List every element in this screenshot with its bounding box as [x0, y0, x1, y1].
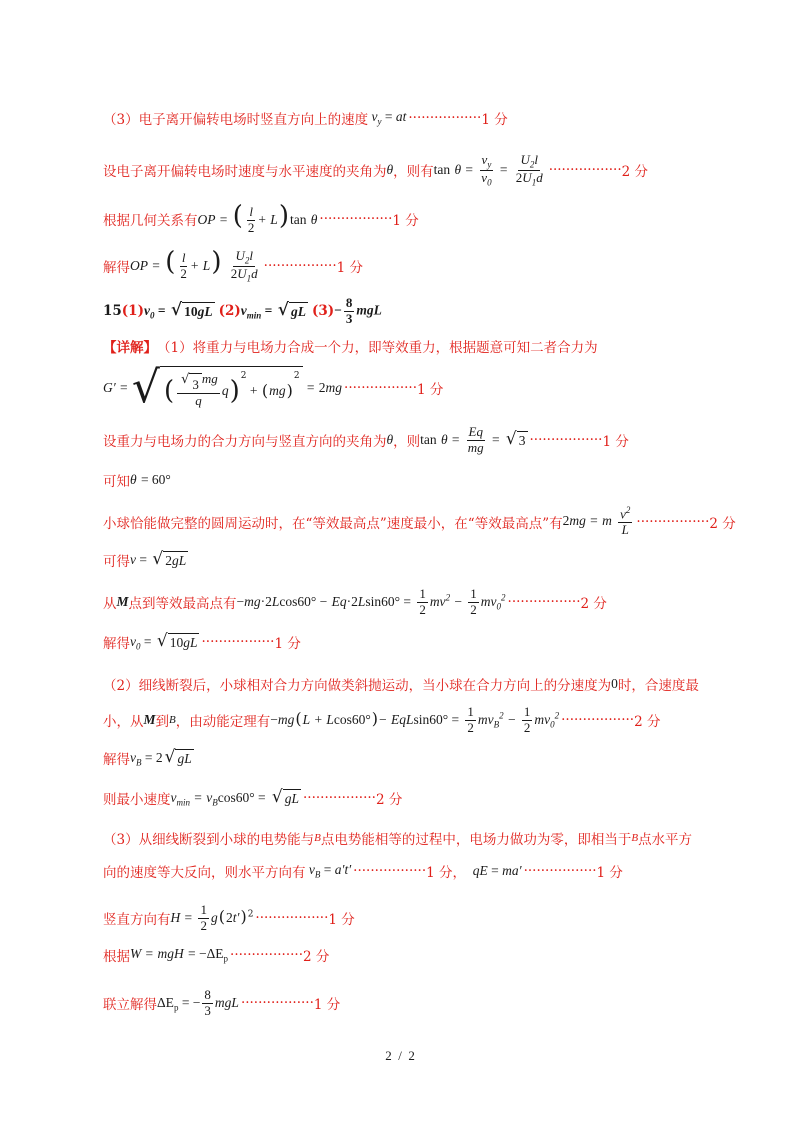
answer-3: − $\frac{8}{3}$ mgL: [334, 295, 382, 326]
line-text: 设重力与电场力的合力方向与竖直方向的夹角为: [103, 434, 387, 451]
formula: tan θ = $\frac{v_y}{v_0}$ = $\frac{U_2l}{2U_1d}$: [433, 152, 543, 188]
score: 1 分: [274, 636, 301, 652]
line-text: 解得: [103, 752, 130, 768]
line-text-2: ，则: [393, 434, 421, 451]
page-sep: /: [398, 1048, 402, 1063]
formula: $v_{min} = v_B\cos 60^\circ$ = √ gL: [170, 786, 300, 808]
line-text: 可知: [103, 474, 130, 490]
formula: $\Delta E_p$ = − $\frac{8}{3}$ mgL: [157, 987, 239, 1018]
line-text-2: 时，合速度最: [617, 678, 699, 694]
answer-3-label: (3): [311, 303, 335, 320]
formula-theta: θ: [386, 432, 394, 448]
page-number: [0, 1048, 800, 1064]
formula: $v_B = 2$ √ gL: [130, 746, 192, 768]
line-solve-v0: [103, 632, 740, 652]
line-theta-value: [103, 470, 740, 490]
line-q15-answers: [103, 296, 740, 327]
dots: ·················: [408, 110, 482, 126]
formula: v = √ 2gL: [130, 549, 187, 569]
line-part-3-intro: [103, 828, 740, 848]
formula: −mg(L + Lcos60°)− EqLsin60° = $\frac{1}{2}$ $mv_B^2$ − $\frac{1}{2}$ $mv_0^2$: [270, 704, 560, 735]
score-2: 1 分: [596, 865, 623, 881]
dots: ·················: [255, 910, 329, 927]
formula: W = mgH = $-\Delta E_p$: [130, 946, 229, 964]
point-b-2: B: [631, 832, 639, 844]
point-b: B: [169, 714, 176, 727]
score: 2 分: [709, 515, 736, 532]
dots: ·················: [529, 432, 603, 449]
line-energy-m-to-top: [103, 587, 740, 618]
line-text: 根据: [103, 949, 130, 965]
line-text: 小球恰能做完整的圆周运动时，在“等效最高点”速度最小，在“等效最高点”有: [103, 515, 563, 532]
line-vmin: [103, 788, 740, 808]
line-angle-resultant: [103, 425, 740, 456]
line-text: 从: [103, 596, 117, 613]
score: 2 分: [634, 714, 661, 731]
score: 1 分: [328, 912, 355, 929]
dots: ·················: [230, 947, 303, 963]
line-detail-1: [103, 336, 740, 356]
dots: ·················: [201, 634, 275, 650]
answer-2-label: (2): [218, 303, 241, 320]
line-text: 解得: [103, 636, 130, 652]
formula-1: $v_B = a't'$: [305, 862, 352, 880]
formula: OP = ( $\frac{l}{2}$ + L) $\frac{U_2l}{2U_1d}$: [130, 247, 258, 284]
dots: ·················: [319, 211, 393, 228]
dots: ·················: [507, 594, 581, 611]
line-text-2: 点电势能相等的过程中，电场力做功为零，即相当于: [320, 832, 632, 848]
line-text-3: 点水平方: [638, 832, 693, 848]
answer-1-label: (1): [121, 303, 144, 320]
formula-theta: θ: [386, 162, 394, 178]
formula: $v_y$ = at: [368, 109, 407, 127]
line-text: 解得: [103, 260, 130, 277]
formula: tan θ = $\frac{Eq}{mg}$ = √ 3: [420, 424, 526, 455]
line-effective-gravity: [103, 362, 740, 413]
score: 2 分: [580, 596, 607, 613]
line-text: 根据几何关系有: [103, 213, 198, 230]
dots: ·················: [353, 863, 427, 879]
score: 1 分: [392, 213, 419, 230]
line-text: 设电子离开偏转电场时速度与水平速度的夹角为: [103, 164, 387, 181]
line-geometry-op: [103, 203, 740, 236]
score: 2 分: [375, 792, 403, 808]
point-m: M: [143, 712, 156, 728]
formula-zero: 0: [611, 676, 618, 691]
score: 2 分: [621, 164, 649, 181]
line-highest-point: [103, 505, 740, 538]
answer-2: $v_{min}$ = √ gL: [240, 300, 306, 321]
formula: θ = 60°: [130, 472, 171, 487]
line-text-2: ，则有: [393, 164, 434, 181]
dots: ·················: [240, 995, 314, 1012]
formula: −mg·2Lcos60° − Eq·2Lsin60° = $\frac{1}{2}$ $mv^2$ − $\frac{1}{2}$ $mv_0^2$: [236, 586, 506, 617]
formula: OP = ( $\frac{l}{2}$ + L)tan θ: [197, 201, 318, 235]
line-text-2: 点到等效最高点有: [128, 596, 237, 613]
formula-2: qE = ma′: [466, 863, 522, 878]
line-vertical: [103, 903, 740, 934]
dots: ·················: [561, 712, 635, 729]
line-text: 可得: [103, 554, 130, 570]
line-final: [103, 988, 740, 1019]
page-current: 2: [385, 1048, 392, 1063]
line-work: [103, 945, 740, 965]
score: 1 分: [416, 382, 444, 398]
dots: ·················: [523, 863, 597, 879]
line-text: （2）细线断裂后，小球相对合力方向做类斜抛运动，当小球在合力方向上的分速度为: [103, 678, 612, 694]
line-text-3: ，由动能定理有: [175, 714, 271, 731]
formula: $v_0$ = √ 10gL: [130, 630, 198, 652]
line-min-speed: [103, 550, 740, 570]
line-text: 竖直方向有: [103, 912, 171, 929]
score: 1 分: [313, 997, 341, 1014]
score-1: 1 分，: [426, 865, 467, 881]
line-part-2-intro: [103, 674, 740, 694]
line-angle-tan: [103, 153, 740, 188]
line-text: 则最小速度: [103, 792, 171, 808]
part-label: （3）: [103, 112, 139, 128]
line-horizontal: [103, 861, 740, 881]
question-number: 15: [103, 303, 122, 320]
line-text: （1）将重力与电场力合成一个力，即等效重力，根据题意可知二者合力为: [157, 340, 598, 356]
detail-label: 【详解】: [103, 340, 157, 356]
answer-1: $v_0$ = √ 10gL: [143, 300, 213, 321]
line-text: 向的速度等大反向，则水平方向有: [103, 865, 306, 881]
dots: ·················: [636, 513, 710, 530]
score: 1 分: [336, 260, 363, 277]
page-total: 2: [408, 1048, 415, 1063]
point-b: B: [314, 832, 321, 844]
formula: G′ = √ ( √ 3 mg q q ) $^2$ + ( mg ) 2 = 2 mg: [103, 362, 343, 413]
line-text: （3）从细线断裂到小球的电势能与: [103, 832, 315, 848]
line-text: 电子离开偏转电场时竖直方向上的速度: [138, 112, 369, 128]
score: 2 分: [303, 949, 330, 965]
line-text-2: 到: [155, 714, 170, 731]
score: 1 分: [481, 112, 508, 128]
line-solve-op: [103, 249, 740, 284]
dots: ·················: [263, 258, 337, 275]
dots: ·················: [344, 380, 417, 396]
line-vertical-velocity: [103, 108, 740, 128]
line-energy-m-to-b: [103, 705, 740, 736]
line-solve-vb: [103, 748, 740, 768]
point-m: M: [116, 594, 129, 610]
dots: ·················: [548, 162, 622, 179]
dots: ·················: [303, 790, 376, 806]
score: 1 分: [602, 434, 629, 451]
formula: 2mg = m $\frac{v^2}{L}$: [562, 505, 631, 538]
line-text: 小，从: [103, 714, 144, 731]
line-text: 联立解得: [103, 997, 157, 1014]
formula: H = $\frac{1}{2}$ $g(2t')^2$: [170, 902, 254, 933]
